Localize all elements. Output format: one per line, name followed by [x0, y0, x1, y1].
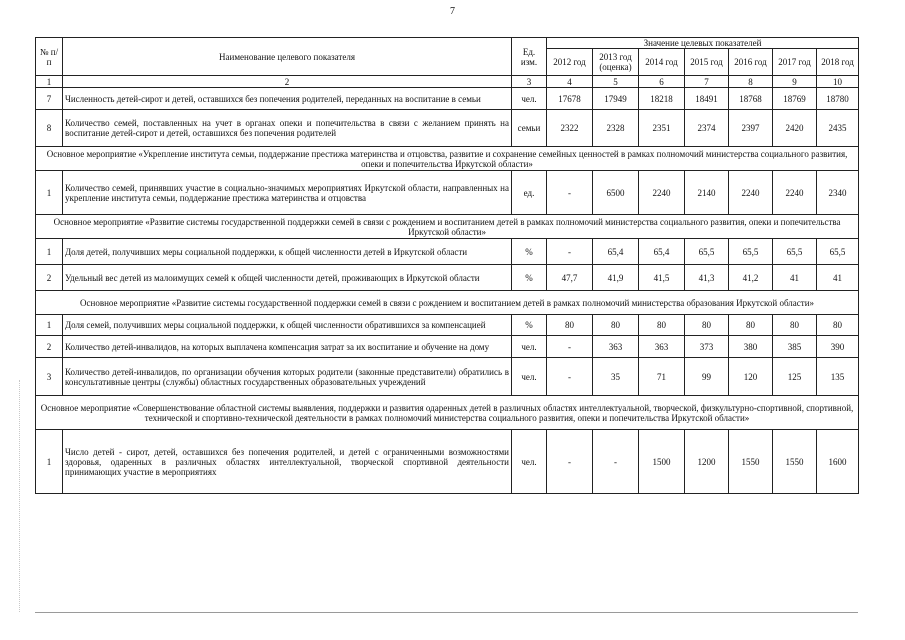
section-title: Основное мероприятие «Развитие системы государственной поддержки семей в связи с рождением и воспитанием детей в рамках полномочий министерства образования Иркутской области» [36, 291, 859, 315]
table-row [36, 358, 859, 396]
value-cell: 18491 [685, 88, 729, 110]
indicator-name: Удельный вес детей из малоимущих семей к общей численности детей, проживающих в Иркутской области [63, 265, 512, 291]
table-row [36, 171, 859, 215]
unit-cell: чел. [512, 88, 547, 110]
indicator-name: Доля детей, получивших меры социальной поддержки, к общей численности детей в Иркутской области [63, 239, 512, 265]
value-cell: 2240 [729, 171, 773, 215]
value-cell: 65,5 [773, 239, 817, 265]
table-row [36, 336, 859, 358]
value-cell: 65,4 [639, 239, 685, 265]
section-row [36, 215, 859, 239]
value-cell: 80 [729, 315, 773, 336]
value-cell: 18769 [773, 88, 817, 110]
value-cell: - [547, 171, 593, 215]
value-cell: 18218 [639, 88, 685, 110]
section-title: Основное мероприятие «Развитие системы государственной поддержки семей в связи с рождением и воспитанием детей в рамках полномочий министерства социального развития, опеки и попечительства Иркутской области» [36, 215, 859, 239]
header-year: 2013 год (оценка) [593, 49, 639, 76]
row-number: 1 [36, 315, 63, 336]
table-body [36, 88, 859, 494]
column-number: 2 [63, 76, 512, 88]
indicator-name: Число детей - сирот, детей, оставшихся без попечения родителей, и детей с ограниченными возможностями здоровья, одаренных в различных областях интеллектуальной, творческой спортивной деятельности принимающих участие в мероприятиях [63, 430, 512, 494]
value-cell: 35 [593, 358, 639, 396]
column-number: 9 [773, 76, 817, 88]
unit-cell: семьи [512, 110, 547, 147]
value-cell: 363 [639, 336, 685, 358]
value-cell: 80 [593, 315, 639, 336]
section-title: Основное мероприятие «Совершенствование областной системы выявления, поддержки и развития одаренных детей в различных областях интеллектуальной, творческой, физкультурно-спортивной, спортивной, технической и спортивно-технической деятельности в рамках полномочий министерства социального развития, опеки и попечительства Иркутской области» [36, 396, 859, 430]
column-number: 1 [36, 76, 63, 88]
value-cell: - [593, 430, 639, 494]
unit-cell: % [512, 265, 547, 291]
header-name: Наименование целевого показателя [63, 38, 512, 76]
value-cell: 1600 [817, 430, 859, 494]
value-cell: 2374 [685, 110, 729, 147]
value-cell: 1200 [685, 430, 729, 494]
value-cell: 1500 [639, 430, 685, 494]
row-number: 1 [36, 171, 63, 215]
value-cell: 41,2 [729, 265, 773, 291]
indicator-name: Количество семей, принявших участие в социально-значимых мероприятиях Иркутской области, направленных на укрепление института семьи, поддержание престижа материнства и отцовства [63, 171, 512, 215]
value-cell: 390 [817, 336, 859, 358]
value-cell: 6500 [593, 171, 639, 215]
row-number: 3 [36, 358, 63, 396]
table-row [36, 430, 859, 494]
left-margin-rule [19, 380, 20, 612]
value-cell: 41 [817, 265, 859, 291]
unit-cell: % [512, 315, 547, 336]
value-cell: 135 [817, 358, 859, 396]
unit-cell: чел. [512, 430, 547, 494]
value-cell: - [547, 336, 593, 358]
value-cell: 41,5 [639, 265, 685, 291]
value-cell: 2140 [685, 171, 729, 215]
value-cell: 2420 [773, 110, 817, 147]
indicator-name: Численность детей-сирот и детей, оставшихся без попечения родителей, переданных на воспитание в семьи [63, 88, 512, 110]
unit-cell: чел. [512, 358, 547, 396]
section-row [36, 147, 859, 171]
table-row [36, 239, 859, 265]
indicator-name: Количество семей, поставленных на учет в органах опеки и попечительства в связи с желанием принять на воспитание детей-сирот и детей, оставшихся без попечения родителей [63, 110, 512, 147]
value-cell: 65,5 [685, 239, 729, 265]
column-numbers-row [36, 76, 859, 88]
indicators-table [35, 37, 859, 494]
unit-cell: ед. [512, 171, 547, 215]
value-cell: 65,4 [593, 239, 639, 265]
value-cell: 65,5 [817, 239, 859, 265]
header-year: 2015 год [685, 49, 729, 76]
value-cell: 80 [685, 315, 729, 336]
row-number: 2 [36, 265, 63, 291]
page-number: 7 [450, 6, 455, 17]
value-cell: 385 [773, 336, 817, 358]
value-cell: 65,5 [729, 239, 773, 265]
column-number: 3 [512, 76, 547, 88]
header-year: 2016 год [729, 49, 773, 76]
value-cell: - [547, 239, 593, 265]
header-values-group: Значение целевых показателей [547, 38, 859, 49]
row-number: 2 [36, 336, 63, 358]
table-header [36, 38, 859, 88]
value-cell: 2397 [729, 110, 773, 147]
value-cell: 380 [729, 336, 773, 358]
value-cell: - [547, 430, 593, 494]
row-number: 1 [36, 239, 63, 265]
value-cell: 363 [593, 336, 639, 358]
value-cell: 80 [773, 315, 817, 336]
section-row [36, 291, 859, 315]
header-unit: Ед. изм. [512, 38, 547, 76]
table-row [36, 110, 859, 147]
indicator-name: Количество детей-инвалидов, по организации обучения которых родители (законные представители) обратились в консультативные центры (службы) областных государственных образовательных учреждений [63, 358, 512, 396]
row-number: 8 [36, 110, 63, 147]
header-year: 2018 год [817, 49, 859, 76]
value-cell: 41,3 [685, 265, 729, 291]
table-row [36, 265, 859, 291]
header-year: 2014 год [639, 49, 685, 76]
section-title: Основное мероприятие «Укрепление института семьи, поддержание престижа материнства и отцовства, развитие и сохранение семейных ценностей в рамках полномочий министерства социального развития, опеки и попечительства Иркутской области» [36, 147, 859, 171]
column-number: 8 [729, 76, 773, 88]
value-cell: 17678 [547, 88, 593, 110]
value-cell: 125 [773, 358, 817, 396]
table-row [36, 88, 859, 110]
value-cell: 17949 [593, 88, 639, 110]
value-cell: 41 [773, 265, 817, 291]
value-cell: 2435 [817, 110, 859, 147]
value-cell: 2351 [639, 110, 685, 147]
value-cell: 2240 [639, 171, 685, 215]
value-cell: 71 [639, 358, 685, 396]
row-number: 1 [36, 430, 63, 494]
unit-cell: чел. [512, 336, 547, 358]
unit-cell: % [512, 239, 547, 265]
value-cell: 80 [817, 315, 859, 336]
value-cell: 80 [547, 315, 593, 336]
value-cell: 1550 [773, 430, 817, 494]
indicator-name: Количество детей-инвалидов, на которых выплачена компенсация затрат за их воспитание и обучение на дому [63, 336, 512, 358]
value-cell: 2328 [593, 110, 639, 147]
column-number: 7 [685, 76, 729, 88]
value-cell: 1550 [729, 430, 773, 494]
value-cell: 80 [639, 315, 685, 336]
bottom-rule [35, 612, 858, 613]
value-cell: - [547, 358, 593, 396]
value-cell: 2240 [773, 171, 817, 215]
table-row [36, 315, 859, 336]
value-cell: 2340 [817, 171, 859, 215]
value-cell: 18780 [817, 88, 859, 110]
indicator-name: Доля семей, получивших меры социальной поддержки, к общей численности обратившихся за компенсацией [63, 315, 512, 336]
value-cell: 2322 [547, 110, 593, 147]
column-number: 10 [817, 76, 859, 88]
header-num: № п/п [36, 38, 63, 76]
header-year: 2012 год [547, 49, 593, 76]
section-row [36, 396, 859, 430]
column-number: 5 [593, 76, 639, 88]
row-number: 7 [36, 88, 63, 110]
value-cell: 47,7 [547, 265, 593, 291]
header-year: 2017 год [773, 49, 817, 76]
column-number: 4 [547, 76, 593, 88]
value-cell: 373 [685, 336, 729, 358]
column-number: 6 [639, 76, 685, 88]
value-cell: 18768 [729, 88, 773, 110]
value-cell: 41,9 [593, 265, 639, 291]
value-cell: 99 [685, 358, 729, 396]
value-cell: 120 [729, 358, 773, 396]
